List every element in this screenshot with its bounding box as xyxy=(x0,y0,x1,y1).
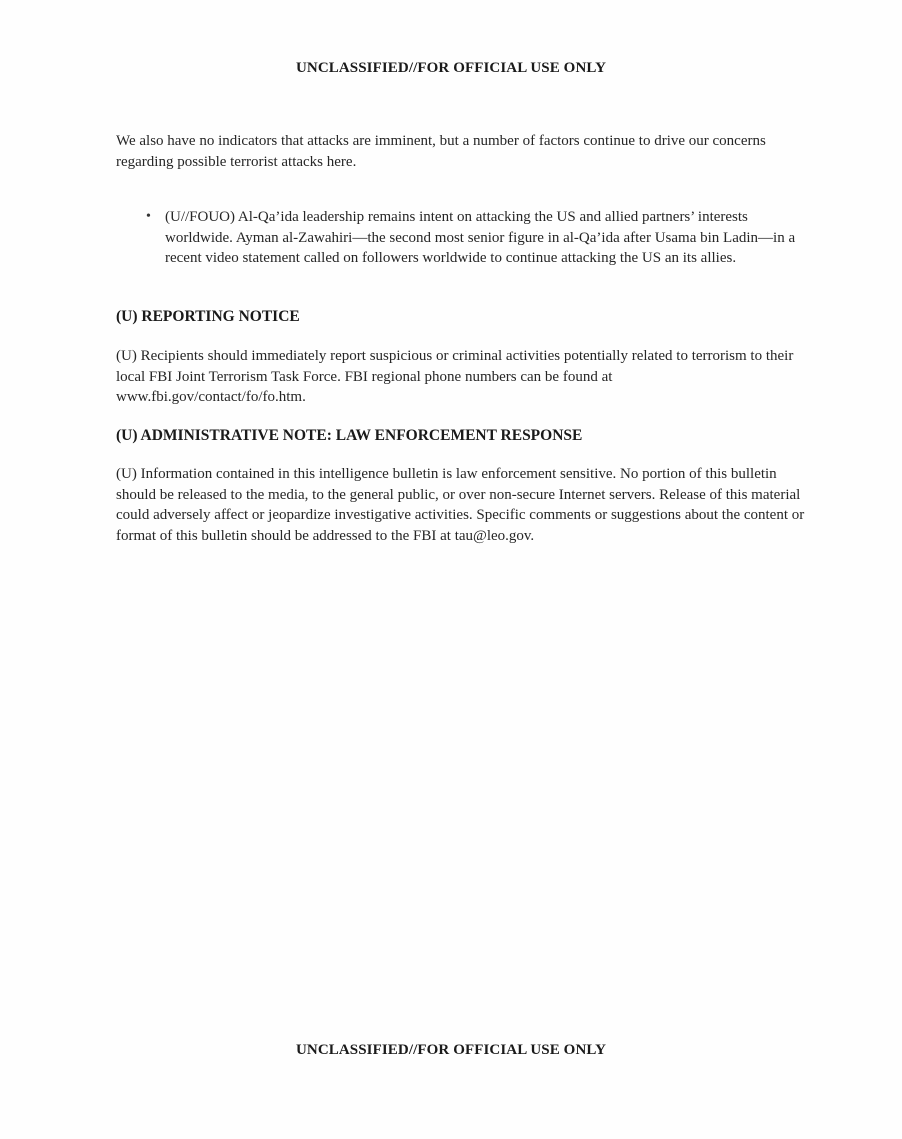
footer-classification-marking: UNCLASSIFIED//FOR OFFICIAL USE ONLY xyxy=(295,1042,607,1058)
bullet-dot-icon: • xyxy=(146,209,151,224)
reporting-notice-heading: (U) REPORTING NOTICE xyxy=(116,308,300,325)
intro-paragraph: We also have no indicators that attacks are imminent, but a number of factors continue to drive our concerns regarding possible terrorist attacks here. xyxy=(116,133,766,170)
header-classification-marking: UNCLASSIFIED//FOR OFFICIAL USE ONLY xyxy=(295,60,607,76)
administrative-note-paragraph: (U) Information contained in this intelligence bulletin is law enforcement sensitive. No portion of this bulletin should be released to the media, to the general public, or over non-secure Internet servers. Release of this material could adversely affect or jeopardize investigative activities. Specific comments or suggestions about the content or format of this bulletin should be addressed to the FBI at tau@leo.gov. xyxy=(116,466,805,544)
bullet-text: (U//FOUO) Al-Qa’ida leadership remains intent on attacking the US and allied partners’ interests worldwide. Ayman al-Zawahiri—the second most senior figure in al-Qa’ida after Usama bin Ladin—in a recent video statement called on followers worldwide to continue attacking the US an its allies. xyxy=(165,209,796,266)
administrative-note-heading: (U) ADMINISTRATIVE NOTE: LAW ENFORCEMENT RESPONSE xyxy=(116,427,583,444)
reporting-notice-paragraph: (U) Recipients should immediately report suspicious or criminal activities potentially related to terrorism to their local FBI Joint Terrorism Task Force. FBI regional phone numbers can be found at www.fbi.gov/contact/fo/fo.htm. xyxy=(116,348,794,405)
